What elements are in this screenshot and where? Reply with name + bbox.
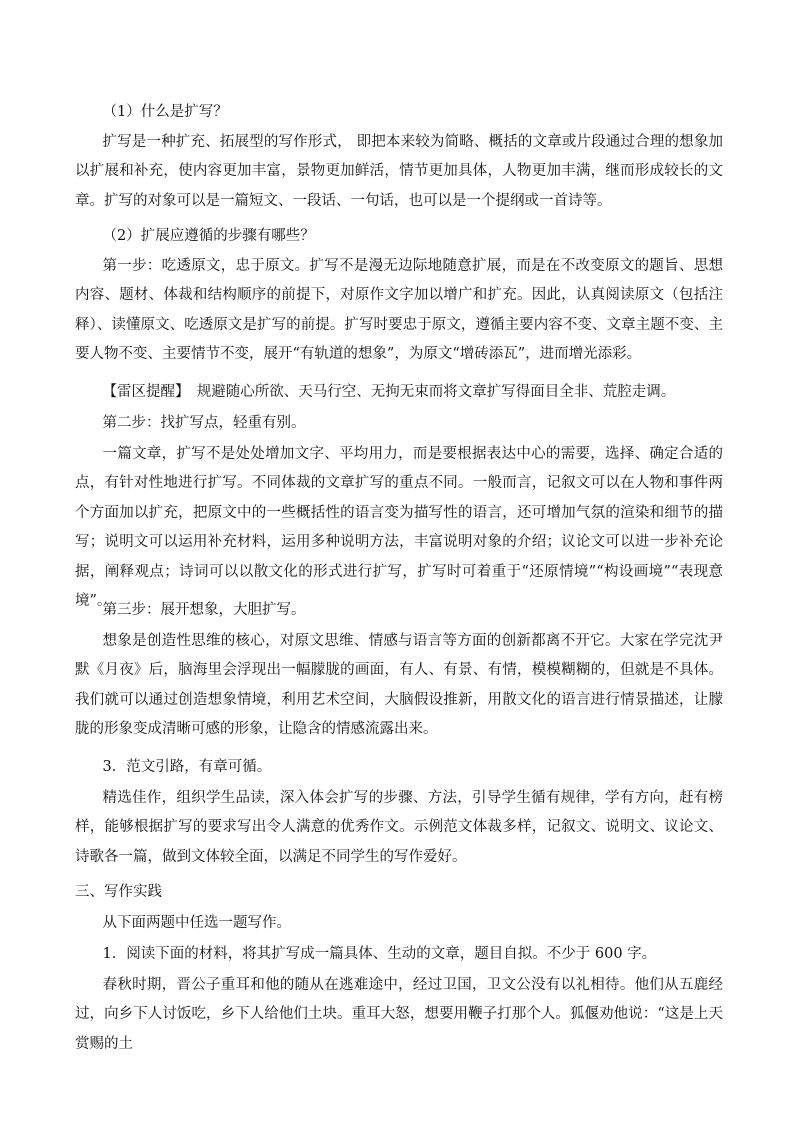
paragraph-step-two: 一篇文章，扩写不是处处增加文字、平均用力，而是要根据表达中心的需要，选择、确定合适的点，有针对性地进行扩写。不同体裁的文章扩写的重点不同。一般而言，记叙文可以在人物和事件两个方面加以扩充，把原文中的一些概括性的语言变为描写性的语言，还可增加气氛的渲染和细节的描写；说明文可以运用补充材料，运用多种说明方法，丰富说明对象的介绍；议论文可以进一步补充论据，阐释观点；诗词可以以散文化的形式进行扩写，扩写时可着重于“还原情境”“构设画境”“表现意境”。 bbox=[75, 446, 723, 610]
paragraph-model-essays: 精选佳作，组织学生品读，深入体会扩写的步骤、方法，引导学生循有规律，学有方向，赶有榜样，能够根据扩写的要求写出令人满意的优秀作文。示例范文体裁多样，记叙文、说明文、议论文、诗歌各一篇，做到文体较全面，以满足不同学生的写作爱好。 bbox=[75, 790, 723, 865]
section-heading-practice: 三、写作实践 bbox=[75, 884, 162, 900]
heading-steps: （2）扩展应遵循的步骤有哪些？ bbox=[102, 228, 315, 244]
paragraph-story-material: 春秋时期，晋公子重耳和他的随从在逃难途中，经过卫国，卫文公没有以礼相待。他们从五鹿经过，向乡下人讨饭吃，乡下人给他们土块。重耳大怒，想要用鞭子打那个人。狐偃劝他说：“这是上天赏赐的土 bbox=[75, 977, 723, 1052]
heading-what-is-expansion: （1）什么是扩写？ bbox=[102, 104, 228, 120]
paragraph-step-one: 第一步：吃透原文，忠于原文。扩写不是漫无边际地随意扩展，而是在不改变原文的题旨、思想内容、题材、体裁和结构顺序的前提下，对原作文字加以增广和扩充。因此，认真阅读原文（包括注释）、读懂原文、吃透原文是扩写的前提。扩写时要忠于原文，遵循主要内容不变、文章主题不变、主要人物不变、主要情节不变，展开“有轨道的想象”，为原文“增砖添瓦”，进而增光添彩。 bbox=[75, 258, 723, 363]
paragraph-step-three: 想象是创造性思维的核心，对原文思维、情感与语言等方面的创新都离不开它。大家在学完沈尹默《月夜》后，脑海里会浮现出一幅朦胧的画面，有人、有景、有情，模模糊糊的，但就是不具体。我们就可以通过创造想象情境，利用艺术空间，大脑假设推新，用散文化的语言进行情景描述，让朦胧的形象变成清晰可感的形象，让隐含的情感流露出来。 bbox=[75, 633, 723, 738]
paragraph-definition: 扩写是一种扩充、拓展型的写作形式， 即把本来较为简略、概括的文章或片段通过合理的想象加以扩展和补充，使内容更加丰富，景物更加鲜活，情节更加具体，人物更加丰满，继而形成较长的文章。扩写的对象可以是一篇短文、一段话、一句话，也可以是一个提纲或一首诗等。 bbox=[75, 134, 723, 209]
heading-model-essays: 3．范文引路，有章可循。 bbox=[102, 759, 272, 775]
paragraph-step-three-title: 第三步：展开想象，大胆扩写。 bbox=[102, 602, 306, 618]
paragraph-step-two-title: 第二步：找扩写点，轻重有别。 bbox=[102, 415, 306, 431]
paragraph-choose-topic: 从下面两题中任选一题写作。 bbox=[102, 915, 292, 931]
paragraph-warning: 【雷区提醒】 规避随心所欲、天马行空、无拘无束而将文章扩写得面目全非、荒腔走调。 bbox=[102, 384, 676, 400]
paragraph-task-one: 1．阅读下面的材料，将其扩写成一篇具体、生动的文章，题目自拟。不少于 600 字。 bbox=[102, 946, 657, 962]
